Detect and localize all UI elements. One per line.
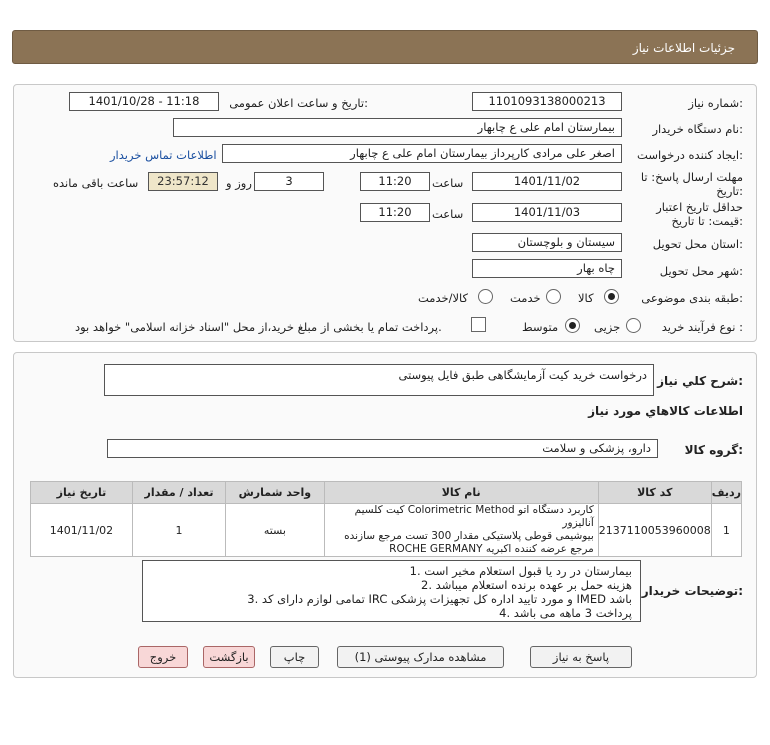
goods-group-label: گروه کالا:	[684, 443, 743, 457]
goods-info-heading: اطلاعات کالاهاي مورد نياز	[588, 404, 743, 418]
remaining-label: ساعت باقی مانده	[53, 176, 139, 190]
days-field: 3	[254, 172, 324, 191]
cell-name-line-1: کیت کلسیم Colorimetric Method کاربرد دستگاه اتو آنالیزور	[354, 504, 594, 529]
validity-time-label: ساعت	[432, 207, 464, 221]
treasury-payment-label: پرداخت تمام یا بخشی از مبلغ خرید،از محل "اسناد خزانه اسلامی" خواهد بود.	[75, 320, 442, 334]
validity-date-field: 1401/11/03	[472, 203, 622, 222]
cell-code: 2137110053960008	[598, 504, 711, 557]
process-minor-radio[interactable]	[626, 318, 641, 333]
goods-table	[30, 481, 742, 557]
cell-unit: بسته	[226, 504, 324, 557]
cell-qty: 1	[132, 504, 225, 557]
deadline-time-label: ساعت	[432, 176, 464, 190]
table-row	[31, 504, 742, 557]
remaining-time-field: 23:57:12	[148, 172, 218, 191]
creator-field: اصغر علی مرادی کارپرداز بیمارستان امام علی ع چابهار	[222, 144, 622, 163]
col-code-header: کد کالا	[598, 482, 711, 504]
validity-time-field: 11:20	[360, 203, 430, 222]
need-number-field: 1101093138000213	[472, 92, 622, 111]
validity-label: حداقل تاریخ اعتبار	[656, 200, 743, 214]
summary-field: درخواست خرید کیت آزمایشگاهی طبق فایل پیوستی	[104, 364, 654, 396]
city-field: چاه بهار	[472, 259, 622, 278]
buyer-notes-box	[142, 560, 641, 622]
goods-group-field: دارو، پزشکی و سلامت	[107, 439, 658, 458]
buyer-org-field: بیمارستان امام علی ع چابهار	[173, 118, 622, 137]
category-goods-radio[interactable]	[604, 289, 619, 304]
deadline-label: مهلت ارسال پاسخ: تا	[640, 170, 743, 184]
category-goods-label: کالا	[578, 291, 594, 305]
buyer-note-4: 4. پرداخت 3 ماهه می باشد	[499, 606, 632, 620]
need-number-label: شماره نیاز:	[688, 96, 743, 110]
buyer-notes-label: توضیحات خریدار:	[641, 584, 743, 598]
view-attachments-button[interactable]: مشاهده مدارک پیوستی (1)	[337, 646, 504, 668]
process-label: نوع فرآیند خرید :	[661, 320, 743, 334]
table-header-row	[31, 482, 742, 504]
process-medium-label: متوسط	[522, 320, 559, 334]
page-title: جزئیات اطلاعات نیاز	[632, 41, 735, 55]
col-unit-header: واحد شمارش	[226, 482, 324, 504]
col-row-header: ردیف	[711, 482, 741, 504]
process-medium-radio[interactable]	[565, 318, 580, 333]
announce-field: 1401/10/28 - 11:18	[69, 92, 219, 111]
deadline-time-field: 11:20	[360, 172, 430, 191]
col-qty-header: تعداد / مقدار	[132, 482, 225, 504]
buyer-note-2: 2. هزینه حمل بر عهده برنده استعلام میباشد	[421, 578, 632, 592]
category-goods-service-radio[interactable]	[478, 289, 493, 304]
buyer-note-1: 1. بیمارستان در رد یا قبول استعلام مخیر است	[409, 564, 632, 578]
announce-label: تاریخ و ساعت اعلان عمومی:	[229, 96, 368, 110]
category-service-label: خدمت	[510, 291, 541, 305]
cell-date: 1401/11/02	[31, 504, 133, 557]
validity-label-date: قیمت: تا تاریخ:	[671, 214, 743, 228]
category-goods-service-label: کالا/خدمت	[418, 291, 469, 305]
days-label: روز و	[226, 176, 252, 190]
summary-label: شرح کلي نياز:	[657, 374, 743, 388]
province-field: سیستان و بلوچستان	[472, 233, 622, 252]
exit-button[interactable]: خروج	[138, 646, 188, 668]
cell-name	[324, 504, 598, 557]
cell-name-line-3: ROCHE GERMANY مرجع عرضه کننده اکبریه	[389, 543, 594, 555]
deadline-date-field: 1401/11/02	[472, 172, 622, 191]
back-button[interactable]: بازگشت	[203, 646, 255, 668]
page-header	[12, 30, 758, 64]
buyer-contact-link[interactable]: اطلاعات تماس خریدار	[110, 148, 217, 162]
cell-row: 1	[711, 504, 741, 557]
treasury-payment-checkbox[interactable]	[471, 317, 486, 332]
process-minor-label: جزیی	[594, 320, 621, 334]
reply-button[interactable]: پاسخ به نیاز	[530, 646, 632, 668]
category-label: طبقه بندی موضوعی:	[641, 291, 743, 305]
print-button[interactable]: چاپ	[270, 646, 319, 668]
buyer-note-3: 3. تمامی لوازم دارای کد IRC و مورد تایید اداره کل تجهیزات پزشکی IMED باشد	[247, 592, 632, 606]
cell-name-line-2: بیوشیمی قوطی پلاستیکی مقدار 300 تست مرجع سازنده	[344, 530, 594, 542]
creator-label: ایجاد کننده درخواست:	[637, 148, 743, 162]
province-label: استان محل تحویل:	[652, 237, 743, 251]
deadline-label-date: تاریخ:	[716, 184, 743, 198]
city-label: شهر محل تحویل:	[659, 264, 743, 278]
buyer-org-label: نام دستگاه خریدار:	[652, 122, 743, 136]
category-service-radio[interactable]	[546, 289, 561, 304]
col-date-header: تاریخ نیاز	[31, 482, 133, 504]
col-name-header: نام کالا	[324, 482, 598, 504]
